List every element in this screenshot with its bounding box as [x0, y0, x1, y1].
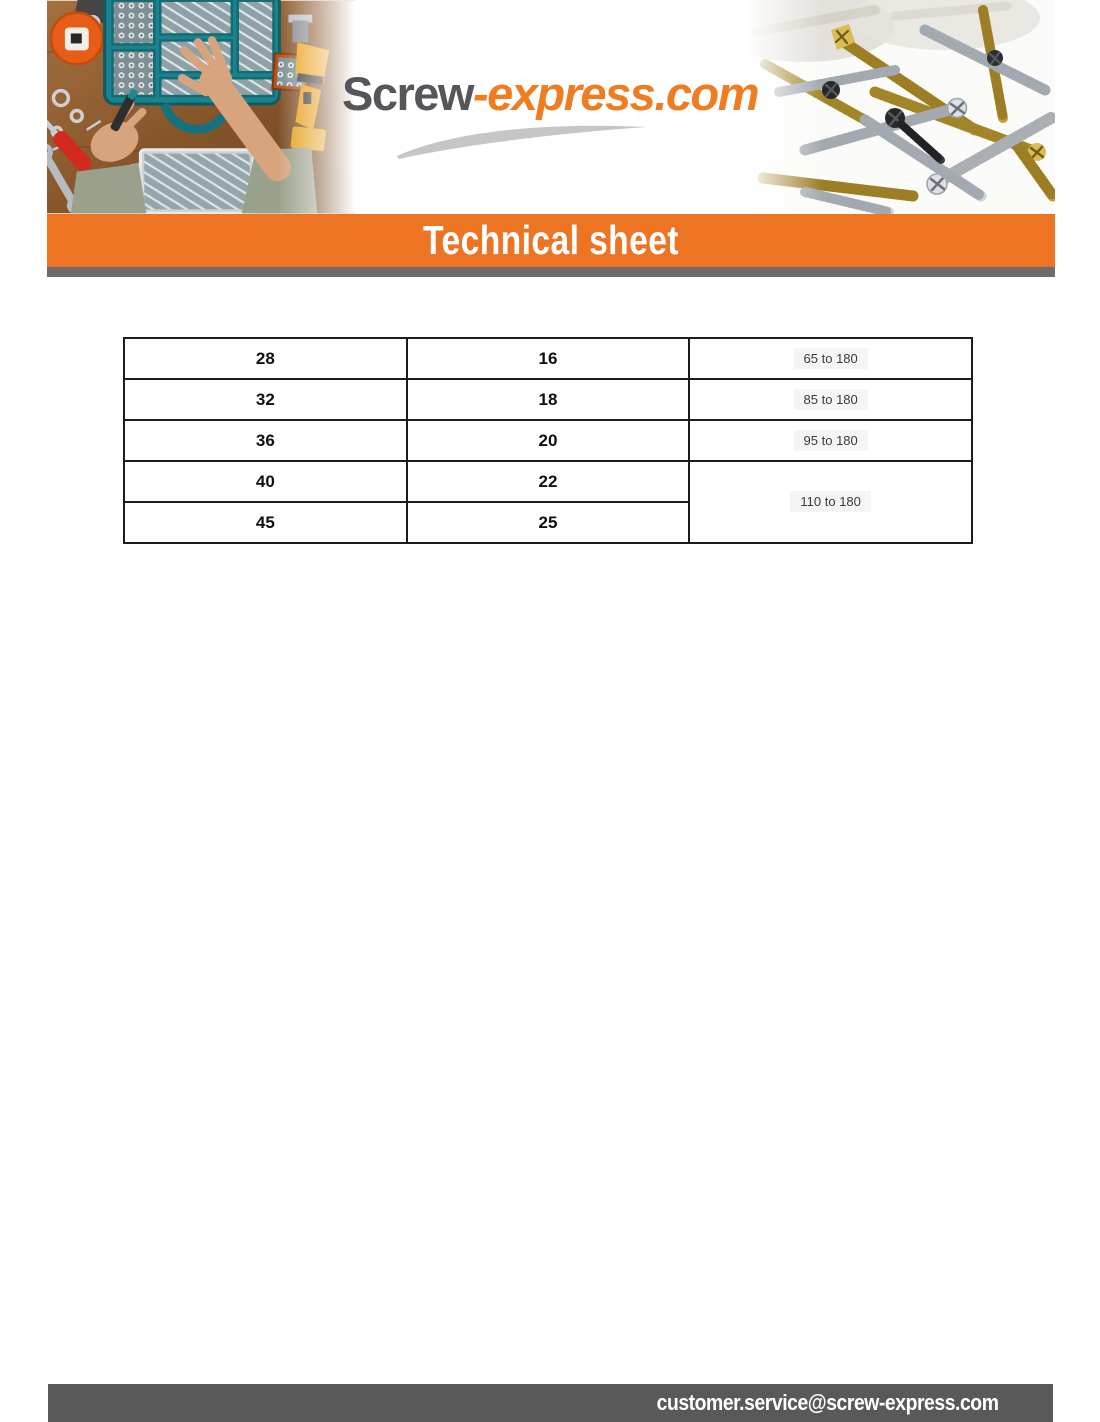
cell-col3: 65 to 180: [689, 338, 972, 379]
cell-col1: 32: [124, 379, 407, 420]
clear-screw-box: [128, 150, 253, 214]
logo-text: [342, 67, 758, 120]
banner-shadow-strip: [47, 267, 1055, 277]
cell-col3: 85 to 180: [689, 379, 972, 420]
cell-col1: 28: [124, 338, 407, 379]
table-row: [124, 379, 972, 420]
page-title: Technical sheet: [423, 217, 679, 263]
logo-suffix: -express.com: [472, 67, 759, 120]
cell-col2: 20: [407, 420, 690, 461]
title-banner: [47, 214, 1055, 267]
table-row: [124, 461, 972, 502]
cell-col3-merged: 110 to 180: [689, 461, 972, 543]
cell-col1: 40: [124, 461, 407, 502]
cell-col2: 18: [407, 379, 690, 420]
cell-col3: 95 to 180: [689, 420, 972, 461]
footer-email: customer.service@screw-express.com: [656, 1390, 998, 1415]
logo: [0, 66, 1100, 122]
logo-swoosh: [391, 122, 653, 162]
technical-table: [123, 337, 973, 544]
cell-col2: 16: [407, 338, 690, 379]
cell-col2: 25: [407, 502, 690, 543]
table-row: [124, 338, 972, 379]
footer-bar: [48, 1384, 1053, 1422]
logo-word: Screw: [341, 67, 473, 120]
cell-col2: 22: [407, 461, 690, 502]
cell-col1: 36: [124, 420, 407, 461]
cell-col1: 45: [124, 502, 407, 543]
table-row: [124, 420, 972, 461]
tape-measure: [50, 12, 104, 66]
